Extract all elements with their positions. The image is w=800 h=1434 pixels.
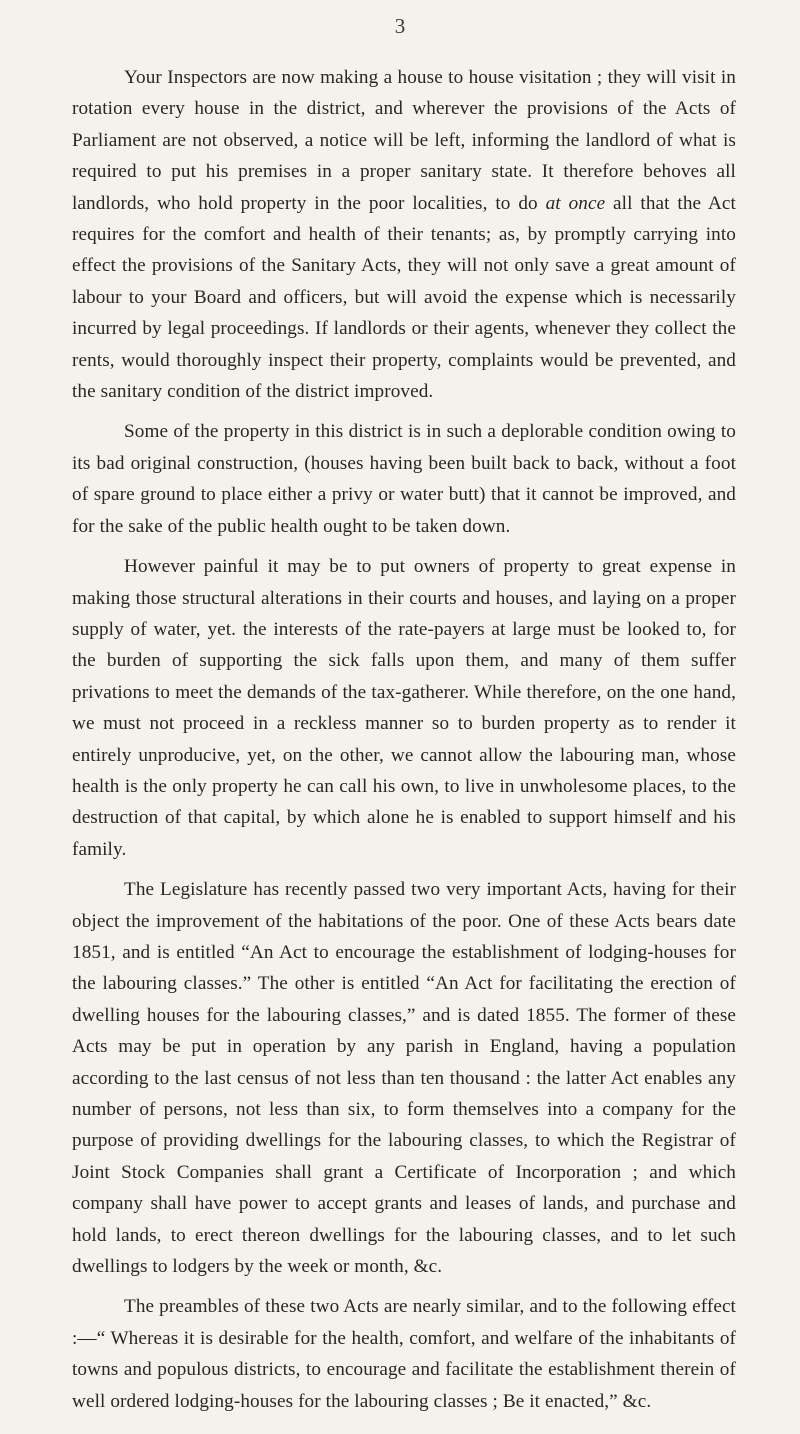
body-text [72,62,736,1426]
paragraph-deplorable-property: Some of the property in this district is in such a deplorable condition owing to its bad original construction, (houses having been built back to back, without a foot of spare ground to place either a privy or water butt) that it cannot be improved, and for the sake of the public health ought to be taken down. [72,421,736,537]
page-number: 3 [394,14,406,38]
paragraph-structural-alterations: However painful it may be to put owners of property to great expense in making those structural alterations in their courts and houses, and laying on a proper supply of water, yet. the interests of the rate-payers at large must be looked to, for the burden of supporting the sick falls upon them, and many of them suffer privations to meet the demands of the tax-gatherer. While therefore, on the one hand, we must not proceed in a reckless manner so to burden property as to render it entirely unproducive, yet, on the other, we cannot allow the labouring man, whose health is the only property he can call his own, to live in unwholesome places, to the destruction of that capital, by which alone he is enabled to support himself and his family. [72,556,736,860]
emphasis-at-once: at once [545,192,606,214]
paragraph-text: Your Inspectors are now making a house to house visitation ; they will visit in rotation every house in the district, and wherever the provisions of the Acts of Parliament are not observed, a notice will be left, informing the landlord of what is required to put his premises in a proper sanitary state. It therefore behoves all landlords, who hold property in the poor localities, to do [72,67,736,214]
paragraph-preambles: The preambles of these two Acts are nearly similar, and to the following effect :—“ Whereas it is desirable for the health, comfort, and welfare of the inhabitants of towns and populous districts, to encourage and facilitate the establishment therein of well ordered lodging-houses for the labouring classes ; Be it enacted,” &c. [72,1296,736,1412]
paragraph-legislature-acts: The Legislature has recently passed two very important Acts, having for their object the improvement of the habitations of the poor. One of these Acts bears date 1851, and is entitled “An Act to encourage the establishment of lodging-houses for the labouring classes.” The other is entitled “An Act for facilitating the erection of dwelling houses for the labouring classes,” and is dated 1855. The former of these Acts may be put in operation by any parish in England, having a population according to the last census of not less than ten thousand : the latter Act enables any number of persons, not less than six, to form themselves into a company for the purpose of providing dwellings for the labouring classes, to which the Registrar of Joint Stock Companies shall grant a Certificate of Incorporation ; and which company shall have power to accept grants and leases of lands, and purchase and hold lands, to erect thereon dwellings for the labouring classes, and to let such dwellings to lodgers by the week or month, &c. [72,879,736,1278]
paragraph-house-visitation [72,62,736,407]
paragraph-text-continued: all that the Act requires for the comfort and health of their tenants; as, by promptly carrying into effect the provisions of the Sanitary Acts, they will not only save a great amount of labour to your Board and officers, but will avoid the expense which is necessarily incurred by legal proceedings. If landlords or their agents, whenever they collect the rents, would thoroughly inspect their property, complaints would be prevented, and the sanitary condition of the district improved. [72,192,736,403]
